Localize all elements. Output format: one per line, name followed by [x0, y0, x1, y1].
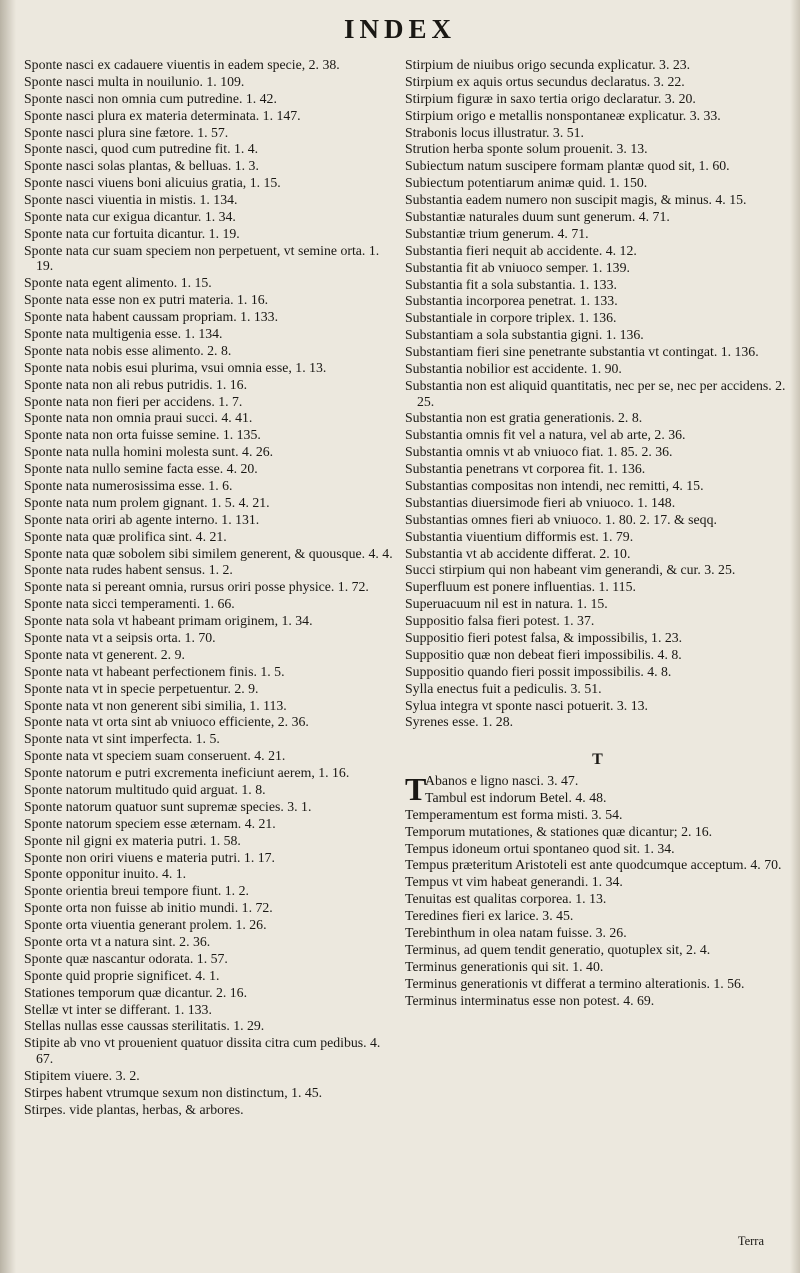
index-entry: Sponte orta viuentia generant prolem. 1. 26. [24, 917, 267, 933]
index-entry: Substantiæ naturales duum sunt generum. 4. 71. [405, 209, 670, 225]
index-entry: Substantiam a sola substantia gigni. 1. 136. [405, 327, 644, 343]
index-entry: Suppositio falsa fieri potest. 1. 37. [405, 613, 595, 629]
index-entry: Sponte natorum speciem esse æternam. 4. 21. [24, 815, 276, 831]
index-entry: Sponte orta non fuisse ab initio mundi. 1. 72. [24, 900, 273, 916]
index-entry: Subiectum natum suscipere formam plantæ quod sit, 1. 60. [405, 158, 730, 174]
index-entry: Sponte nasci non omnia cum putredine. 1. 42. [24, 90, 277, 106]
t-entries [405, 807, 790, 1008]
index-entry: Sponte natorum quatuor sunt supremæ species. 3. 1. [24, 798, 312, 814]
index-entry: Terminus interminatus esse non potest. 4. 69. [405, 992, 655, 1008]
index-entry: Substantia penetrans vt corporea fit. 1. 136. [405, 461, 646, 477]
index-entry: Substantia omnis vt ab vniuoco fiat. 1. 85. 2. 36. [405, 444, 673, 460]
index-entry: Sponte nata num prolem gignant. 1. 5. 4. 21. [24, 494, 270, 510]
index-entry: Substantia fit ab vniuoco semper. 1. 139. [405, 259, 630, 275]
index-entry: Sponte nata vt in specie perpetuentur. 2. 9. [24, 680, 259, 696]
index-entry: Terminus, ad quem tendit generatio, quotuplex sit, 2. 4. [405, 941, 711, 957]
index-entry: Sylua integra vt sponte nasci potuerit. 3. 13. [405, 697, 648, 713]
index-entry: Sponte nata vt orta sint ab vniuoco efficiente, 2. 36. [24, 714, 309, 730]
drop-cap-initial: T [405, 771, 427, 808]
page-gutter-shadow [0, 0, 16, 1273]
index-entry: Stirpium origo e metallis nonspontaneæ explicatur. 3. 33. [405, 107, 721, 123]
index-entry: Substantiale in corpore triplex. 1. 136. [405, 310, 617, 326]
index-entry: Sponte nasci solas plantas, & belluas. 1. 3. [24, 158, 259, 174]
catchword: Terra [737, 1234, 764, 1248]
index-entry: Sponte nata numerosissima esse. 1. 6. [24, 477, 233, 493]
t-section-opening [405, 771, 790, 808]
index-entry: Stipite ab vno vt prouenient quatuor dissita citra cum pedibus. 4. 67. [24, 1035, 381, 1066]
section-letter-heading: T [592, 751, 603, 769]
index-entry: Terminus generationis vt differat a termino alterationis. 1. 56. [405, 975, 745, 991]
s-entries-continued [405, 57, 790, 730]
index-entry: Sponte nata non omnia praui succi. 4. 41. [24, 410, 253, 426]
index-entry: Subiectum potentiarum animæ quid. 1. 150. [405, 175, 648, 191]
index-entry: Sponte nata habent caussam propriam. 1. 133. [24, 309, 279, 325]
index-entry: Sponte nata nobis esse alimento. 2. 8. [24, 342, 232, 358]
index-entry: Stationes temporum quæ dicantur. 2. 16. [24, 984, 248, 1000]
index-entry: Sponte non oriri viuens e materia putri. 1. 17. [24, 849, 275, 865]
index-entry: Abanos e ligno nasci. 3. 47. [425, 773, 579, 789]
index-entry: Sponte nata vt a seipsis orta. 1. 70. [24, 629, 216, 645]
index-entry: Sponte nata sola vt habeant primam originem, 1. 34. [24, 613, 313, 629]
index-entry: Sponte nata cur exigua dicantur. 1. 34. [24, 209, 236, 225]
index-entry: Syrenes esse. 1. 28. [405, 714, 514, 730]
index-entry: Sponte nasci ex cadauere viuentis in eadem specie, 2. 38. [24, 57, 340, 72]
index-entry: Temporum mutationes, & stationes quæ dicantur; 2. 16. [405, 823, 713, 839]
index-entry: Stellæ vt inter se differant. 1. 133. [24, 1001, 212, 1017]
index-entry: Sponte nata multigenia esse. 1. 134. [24, 325, 223, 341]
index-entry: Temperamentum est forma misti. 3. 54. [405, 806, 623, 822]
index-entry: Sponte nasci plura ex materia determinata. 1. 147. [24, 107, 301, 123]
index-entry: Suppositio quando fieri possit impossibilis. 4. 8. [405, 663, 672, 679]
index-entry: Substantia omnis fit vel a natura, vel ab arte, 2. 36. [405, 427, 686, 443]
index-entry: Succi stirpium qui non habeant vim generandi, & cur. 3. 25. [405, 562, 736, 578]
index-entry: Substantias omnes fieri ab vniuoco. 1. 80. 2. 17. & seqq. [405, 511, 717, 527]
index-entry: Sponte nasci multa in nouilunio. 1. 109. [24, 73, 245, 89]
page-edge-shadow [790, 0, 800, 1273]
index-entry: Superfluum est ponere influentias. 1. 115. [405, 579, 636, 595]
index-entry: Sponte natorum e putri excrementa ineficiunt aerem, 1. 16. [24, 765, 350, 781]
index-entry: Suppositio quæ non debeat fieri impossibilis. 4. 8. [405, 646, 682, 662]
index-entry: Tempus idoneum ortui spontaneo quod sit. 1. 34. [405, 840, 675, 856]
index-entry: Sponte opponitur inuito. 4. 1. [24, 866, 187, 882]
index-entry: Substantiæ trium generum. 4. 71. [405, 225, 589, 241]
index-entry: Sponte nata non orta fuisse semine. 1. 135. [24, 427, 261, 443]
index-entry: Sponte nasci, quod cum putredine fit. 1. 4. [24, 141, 259, 157]
index-entry: Sponte nata egent alimento. 1. 15. [24, 275, 212, 291]
index-entry: Stirpium ex aquis ortus secundus declaratus. 3. 22. [405, 73, 685, 89]
index-entry: Stirpes. vide plantas, herbas, & arbores. [24, 1101, 244, 1117]
index-entry: Sponte nata nulla homini molesta sunt. 4. 26. [24, 444, 274, 460]
index-entry: Substantia fieri nequit ab accidente. 4. 12. [405, 242, 637, 258]
index-entry: Substantia nobilior est accidente. 1. 90. [405, 361, 622, 377]
index-entry: Sponte nata oriri ab agente interno. 1. 131. [24, 511, 260, 527]
index-entry: Sponte nata nobis esui plurima, vsui omnia esse, 1. 13. [24, 359, 327, 375]
index-column-left [24, 57, 398, 1119]
index-entry: Stirpium de niuibus origo secunda explicatur. 3. 23. [405, 57, 691, 72]
index-entry: Tambul est indorum Betel. 4. 48. [425, 789, 607, 805]
index-entry: Substantia incorporea penetrat. 1. 133. [405, 293, 618, 309]
index-entry: Stirpes habent vtrumque sexum non distinctum, 1. 45. [24, 1084, 323, 1100]
index-entry: Substantia eadem numero non suscipit magis, & minus. 4. 15. [405, 192, 747, 208]
index-entry: Sponte nasci viuentia in mistis. 1. 134. [24, 192, 238, 208]
index-entry: Superuacuum nil est in natura. 1. 15. [405, 596, 608, 612]
index-entry: Sponte nata vt generent. 2. 9. [24, 646, 185, 662]
index-entry: Sponte quæ nascantur odorata. 1. 57. [24, 950, 228, 966]
index-entry: Sylla enectus fuit a pediculis. 3. 51. [405, 680, 602, 696]
index-entry: Suppositio fieri potest falsa, & impossibilis, 1. 23. [405, 629, 683, 645]
index-entry: Sponte nata vt habeant perfectionem finis. 1. 5. [24, 663, 285, 679]
index-entry: Tempus præteritum Aristoteli est ante quodcumque acceptum. 4. 70. [405, 857, 782, 873]
index-entry: Substantiam fieri sine penetrante substantia vt contingat. 1. 136. [405, 344, 759, 360]
index-entry: Teredines fieri ex larice. 3. 45. [405, 908, 574, 924]
index-entry: Terminus generationis qui sit. 1. 40. [405, 958, 604, 974]
index-entry: Sponte nata vt sint imperfecta. 1. 5. [24, 731, 220, 747]
index-entry: Sponte nata non ali rebus putridis. 1. 16. [24, 376, 248, 392]
index-entry: Terebinthum in olea natam fuisse. 3. 26. [405, 925, 627, 941]
index-entry: Sponte nata quæ prolifica sint. 4. 21. [24, 528, 227, 544]
index-entry: Sponte nata nullo semine facta esse. 4. 20. [24, 461, 258, 477]
index-entry: Sponte nasci plura sine fætore. 1. 57. [24, 124, 229, 140]
running-header: INDEX [343, 14, 456, 44]
index-entry: Sponte quid proprie significet. 4. 1. [24, 967, 220, 983]
index-entry: Sponte nasci viuens boni alicuius gratia, 1. 15. [24, 175, 281, 191]
index-entry: Sponte nata cur fortuita dicantur. 1. 19. [24, 225, 240, 241]
index-entry: Substantia viuentium difformis est. 1. 79. [405, 528, 634, 544]
index-entry: Sponte orta vt a natura sint. 2. 36. [24, 934, 211, 950]
index-entry: Sponte nata vt speciem suam conseruent. 4. 21. [24, 748, 286, 764]
index-entry: Strution herba sponte solum prouenit. 3. 13. [405, 141, 648, 157]
index-entry: Sponte nata non fieri per accidens. 1. 7. [24, 393, 243, 409]
index-entry: Substantia fit a sola substantia. 1. 133. [405, 276, 617, 292]
index-entry: Stellas nullas esse caussas sterilitatis. 1. 29. [24, 1018, 265, 1034]
index-entry: Sponte nata cur suam speciem non perpetuent, vt semine orta. 1. 19. [24, 242, 380, 274]
index-entry: Stipitem viuere. 3. 2. [24, 1067, 140, 1083]
index-entry: Sponte nata quæ sobolem sibi similem generent, & quousque. 4. 4. [24, 545, 393, 561]
index-entry: Sponte nata esse non ex putri materia. 1. 16. [24, 292, 269, 308]
index-entry: Sponte nata rudes habent sensus. 1. 2. [24, 562, 233, 578]
index-entry: Sponte natorum multitudo quid arguat. 1. 8. [24, 782, 266, 797]
index-entry: Sponte nata vt non generent sibi similia, 1. 113. [24, 697, 287, 713]
index-entry: Substantias compositas non intendi, nec remitti, 4. 15. [405, 477, 704, 493]
index-entry: Tenuitas est qualitas corporea. 1. 13. [405, 891, 607, 907]
index-entry: Substantia vt ab accidente differat. 2. 10. [405, 545, 631, 561]
index-entry: Substantias diuersimode fieri ab vniuoco. 1. 148. [405, 494, 676, 510]
index-entry: Sponte nata si pereant omnia, rursus oriri posse physice. 1. 72. [24, 579, 369, 595]
index-entry: Sponte nata sicci temperamenti. 1. 66. [24, 596, 235, 612]
index-entry: Tempus vt vim habeat generandi. 1. 34. [405, 874, 623, 890]
index-entry: Strabonis locus illustratur. 3. 51. [405, 124, 584, 140]
index-entry: Stirpium figuræ in saxo tertia origo declaratur. 3. 20. [405, 90, 696, 106]
index-entry: Substantia non est gratia generationis. 2. 8. [405, 410, 643, 426]
index-entry: Sponte nil gigni ex materia putri. 1. 58. [24, 832, 241, 848]
index-entry: Substantia non est aliquid quantitatis, nec per se, nec per accidens. 2. 25. [405, 377, 786, 409]
index-entry: Sponte orientia breui tempore fiunt. 1. 2. [24, 883, 249, 899]
index-column-right [405, 57, 790, 1010]
